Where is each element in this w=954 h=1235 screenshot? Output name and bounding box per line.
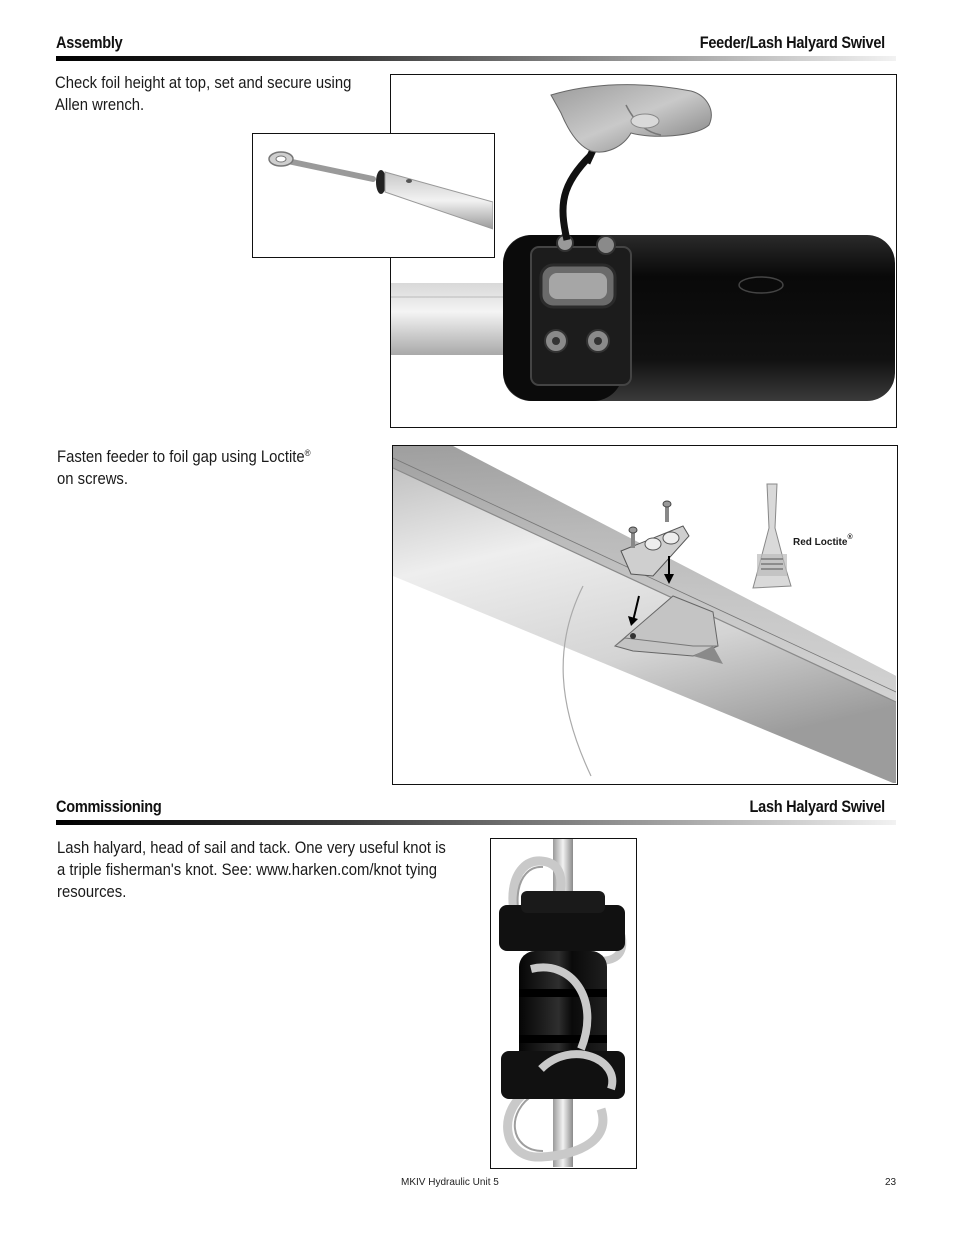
- foil-rod-inset-illustration: [253, 134, 493, 256]
- step1-text: Check foil height at top, set and secure using Allen wrench.: [55, 74, 352, 114]
- step2-registered-mark: ®: [304, 448, 311, 458]
- assembly-heading-right: Feeder/Lash Halyard Swivel: [699, 34, 885, 52]
- assembly-heading: [56, 34, 885, 56]
- step2-text: [57, 442, 327, 490]
- footer-doc-title: MKIV Hydraulic Unit 5: [401, 1177, 499, 1188]
- feeder-foil-figure: [392, 445, 898, 785]
- foil-rod-inset: [252, 133, 495, 258]
- step2-text-main: Fasten feeder to foil gap using Loctite: [57, 448, 305, 466]
- lash-halyard-illustration: [491, 839, 635, 1167]
- footer-page-number: 23: [885, 1177, 897, 1188]
- commissioning-heading-right: Lash Halyard Swivel: [749, 798, 885, 816]
- commissioning-heading: [56, 798, 885, 820]
- feeder-foil-illustration: [393, 446, 896, 783]
- commissioning-text: Lash halyard, head of sail and tack. One very useful knot is a triple fisherman's knot. See: www.harken.com/knot tying resources.: [57, 839, 446, 901]
- loctite-label: [793, 534, 853, 548]
- loctite-label-text: Red Loctite: [793, 537, 848, 548]
- assembly-rule: [56, 56, 896, 61]
- commissioning-rule: [56, 820, 896, 825]
- assembly-heading-left: Assembly: [56, 34, 123, 52]
- lash-halyard-figure: [490, 838, 637, 1169]
- commissioning-heading-left: Commissioning: [56, 798, 162, 816]
- loctite-registered-mark: ®: [847, 534, 853, 541]
- step2-text-end: on screws.: [57, 470, 128, 488]
